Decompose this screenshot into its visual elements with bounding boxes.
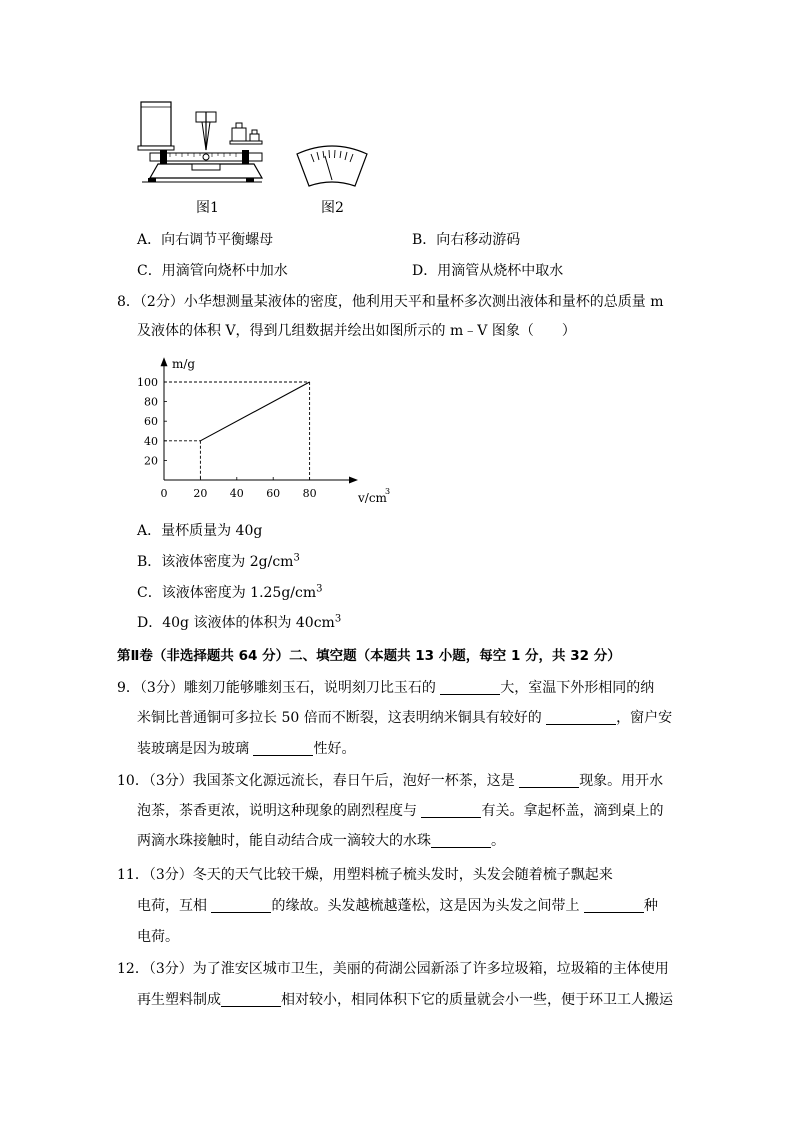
origin-label: 0 bbox=[160, 487, 168, 500]
x-tick-label-20: 20 bbox=[193, 487, 208, 500]
q9-l2b: ，窗户安 bbox=[616, 710, 673, 726]
q8-option-d bbox=[137, 612, 341, 632]
q8-stem-line1: 8．（2分）小华想测量某液体的密度，他利用天平和量杯多次测出液体和量杯的总质量 m bbox=[117, 294, 664, 310]
q9-line1 bbox=[117, 677, 654, 697]
m-v-chart bbox=[130, 348, 400, 510]
y-axis-arrow bbox=[161, 357, 168, 366]
q7-option-d: D．用滴管从烧杯中取水 bbox=[412, 263, 564, 279]
q11-l2b: 的缘故。头发越梳越蓬松，这是因为头发之间带上 bbox=[271, 898, 580, 914]
q9-line2 bbox=[137, 707, 672, 727]
q10-line3 bbox=[137, 830, 505, 850]
q11-l2c: 种 bbox=[643, 898, 658, 914]
q8-option-c bbox=[137, 582, 323, 602]
q10-l1a: 10．（3分）我国茶文化源远流长，春日午后，泡好一杯茶，这是 bbox=[117, 773, 515, 789]
q10-blank-1[interactable] bbox=[519, 772, 579, 788]
q8-stem-line2: 及液体的体积 V，得到几组数据并绘出如图所示的 m﹣V 图象（ ） bbox=[137, 323, 576, 339]
x-axis-label: v/cm bbox=[358, 491, 387, 505]
q7-option-a: A．向右调节平衡螺母 bbox=[137, 232, 274, 248]
q9-blank-3[interactable] bbox=[253, 740, 313, 756]
q12-line1: 12．（3分）为了淮安区城市卫生，美丽的荷湖公园新添了许多垃圾箱，垃圾箱的主体使用 bbox=[117, 961, 669, 977]
q11-line3: 电荷。 bbox=[137, 929, 179, 945]
q10-line1 bbox=[117, 770, 663, 790]
q8-option-c-sup: 3 bbox=[316, 583, 323, 595]
q8-option-a: A．量杯质量为 40g bbox=[137, 523, 263, 539]
q9-l1a: 9．（3分）雕刻刀能够雕刻玉石，说明刻刀比玉石的 bbox=[117, 680, 436, 696]
fig1-label: 图1 bbox=[196, 200, 219, 216]
q10-line2 bbox=[137, 800, 663, 820]
q8-option-c-text: C．该液体密度为 1.25g/cm bbox=[137, 585, 317, 601]
q11-line2 bbox=[137, 895, 658, 915]
q11-blank-2[interactable] bbox=[584, 897, 644, 913]
x-axis-arrow bbox=[349, 477, 358, 484]
q10-l3a: 两滴水珠接触时，能自动结合成一滴较大的水珠 bbox=[137, 833, 431, 849]
x-tick-label-80: 80 bbox=[302, 487, 317, 500]
q8-option-b bbox=[137, 551, 300, 571]
q10-l2b: 有关。拿起杯盖，滴到桌上的 bbox=[481, 803, 664, 819]
q10-blank-2[interactable] bbox=[421, 802, 481, 818]
q8-option-b-text: B．该液体密度为 2g/cm bbox=[137, 554, 294, 570]
q9-l1b: 大，室温下外形相同的纳 bbox=[500, 680, 655, 696]
y-tick-label-100: 100 bbox=[137, 376, 158, 389]
q7-option-b: B．向右移动游码 bbox=[412, 232, 521, 248]
q10-l3b: 。 bbox=[491, 833, 505, 849]
q9-l3b: 性好。 bbox=[313, 741, 356, 757]
q12-l2b: 相对较小，相同体积下它的质量就会小一些，便于环卫工人搬运 bbox=[281, 992, 673, 1008]
section2-header: 第Ⅱ卷（非选择题共 64 分）二、填空题（本题共 13 小题，每空 1 分，共 32 分） bbox=[117, 648, 621, 664]
balance-scale-figure bbox=[132, 98, 270, 188]
q12-l2a: 再生塑料制成 bbox=[137, 992, 221, 1008]
y-tick-label-20: 20 bbox=[144, 454, 158, 468]
y-tick-label-80: 80 bbox=[144, 395, 158, 409]
q9-blank-1[interactable] bbox=[440, 679, 500, 695]
fig2-label: 图2 bbox=[321, 200, 344, 216]
q9-l2a: 米铜比普通铜可多拉长 50 倍而不断裂，这表明纳米铜具有较好的 bbox=[137, 710, 542, 726]
q10-l2a: 泡茶，茶香更浓，说明这种现象的剧烈程度与 bbox=[137, 803, 417, 819]
q11-blank-1[interactable] bbox=[211, 897, 271, 913]
y-tick-label-40: 40 bbox=[144, 434, 158, 448]
dial-figure bbox=[293, 144, 371, 190]
x-tick-label-60: 60 bbox=[266, 487, 281, 500]
q10-blank-3[interactable] bbox=[431, 832, 491, 848]
y-axis-label: m/g bbox=[172, 357, 196, 371]
q9-l3a: 装玻璃是因为玻璃 bbox=[137, 741, 249, 757]
q8-option-d-text: D．40g 该液体的体积为 40cm bbox=[137, 615, 335, 631]
x-axis-label-sup: 3 bbox=[385, 487, 391, 496]
q9-blank-2[interactable] bbox=[546, 709, 616, 725]
y-tick-label-60: 60 bbox=[144, 415, 158, 429]
q8-option-b-sup: 3 bbox=[293, 552, 300, 564]
q12-blank-1[interactable] bbox=[221, 991, 281, 1007]
q10-l1b: 现象。用开水 bbox=[579, 773, 664, 789]
series-line-0-0 bbox=[200, 382, 309, 441]
q11-line1: 11．（3分）冬天的天气比较干燥，用塑料梳子梳头发时，头发会随着梳子飘起来 bbox=[117, 867, 613, 883]
q12-line2 bbox=[137, 989, 673, 1009]
q11-l2a: 电荷，互相 bbox=[137, 898, 207, 914]
q9-line3 bbox=[137, 738, 355, 758]
q8-option-d-sup: 3 bbox=[334, 613, 342, 625]
x-tick-label-40: 40 bbox=[229, 487, 244, 500]
q7-option-c: C．用滴管向烧杯中加水 bbox=[137, 263, 288, 279]
